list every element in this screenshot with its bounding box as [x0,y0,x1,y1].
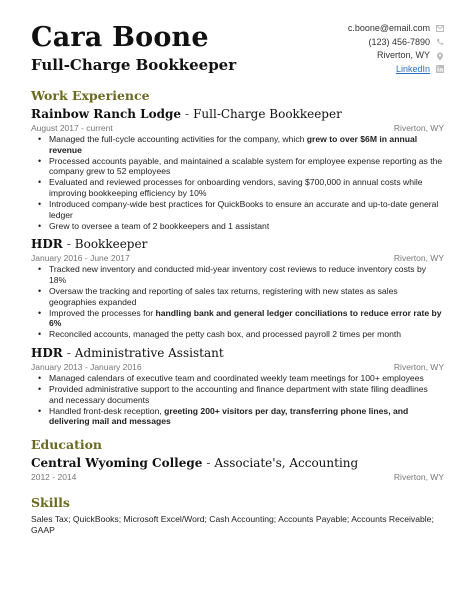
bullet-item: • Improved the processes for handling bank and general ledger conciliations to reduce error rate by 6% [49,308,444,329]
entry-location: Riverton, WY [393,362,444,372]
entry-dates: January 2016 - June 2017 [31,253,130,264]
bullet-item: • Evaluated and reviewed processes for onboarding vendors, saving $700,000 in annual costs while improving bookkeeping efficiency by 10% [49,177,444,198]
bullet-list [31,134,444,231]
entry-dates: August 2017 - current [31,123,113,133]
email-text: c.boone@email.com [347,23,430,33]
bullet-item: • Provided administrative support to the accounting and finance department with state filing deadlines and necessary documents [49,384,444,405]
candidate-name: Cara Boone [31,22,209,53]
entry-meta [31,361,444,373]
entry-heading: HDR - Administrative Assistant [31,346,224,360]
bullet-item: • Oversaw the tracking and reporting of sales tax returns, registering with new states as sales geographies expanded [49,286,444,307]
entry-role: Bookkeeper [74,237,148,252]
entry-meta [31,122,444,134]
experience-entry [31,107,444,231]
contact-email [348,22,444,36]
phone-text: (123) 456-7890 [368,36,430,47]
entry-location: Riverton, WY [393,471,444,482]
envelope-icon [436,25,444,33]
contact-linkedin [348,63,444,77]
skills-list: Sales Tax; QuickBooks; Microsoft Excel/Word; Cash Accounting; Accounts Payable; Accounts Receivable; GAAP [31,513,434,535]
entry-org: Rainbow Ranch Lodge [31,107,182,121]
bullet-item: • Managed calendars of executive team and coordinated weekly team meetings for 100+ employees [49,373,444,384]
map-pin-icon [436,52,444,60]
bullet-item: • Tracked new inventory and conducted mid-year inventory cost reviews to reduce inventory costs by 18% [49,264,444,285]
location-text: Riverton, WY [376,50,430,60]
entry-location: Riverton, WY [393,123,444,133]
entry-location: Riverton, WY [393,253,444,264]
section-title-skills: Skills [31,494,70,510]
section-title-education: Education [31,436,103,452]
bullet-item: • Introduced company-wide best practices for QuickBooks to ensure an accurate and up-to-date general ledger [49,199,444,220]
bullet-list [31,373,444,427]
entry-heading: Rainbow Ranch Lodge - Full-Charge Bookkeeper [31,107,342,121]
bullet-item: • Processed accounts payable, and maintained a scalable system for employee expense reporting as the company grew to 52 employees [49,156,444,177]
contact-block [348,22,444,76]
entry-dates: January 2013 - January 2016 [31,362,142,372]
bullet-item: • Grew to oversee a team of 2 bookkeepers and 1 assistant [49,221,444,232]
education-entry [31,456,444,483]
section-title-experience: Work Experience [31,88,150,103]
entry-org: Central Wyoming College [31,455,203,470]
entry-org: HDR [31,237,63,252]
entry-org: HDR [31,346,63,360]
resume-header [31,22,444,88]
phone-icon [436,38,444,46]
bullet-item: • Reconciled accounts, managed the petty cash box, and processed payroll 2 times per month [49,329,444,340]
bullet-item: • Handled front-desk reception, greeting 200+ visitors per day, transferring phone lines, and delivering mail and messages [49,406,444,427]
entry-degree: Associate's, Accounting [214,455,359,470]
experience-entry [31,346,444,427]
entry-heading: HDR - Bookkeeper [31,237,148,252]
contact-location [348,49,444,63]
contact-phone [348,36,444,50]
candidate-title: Full-Charge Bookkeeper [31,56,237,74]
experience-entry [31,237,444,340]
entry-role: Administrative Assistant [74,346,224,360]
entry-dates: 2012 - 2014 [31,471,77,482]
linkedin-link[interactable]: LinkedIn [395,63,430,74]
entry-meta [31,252,444,264]
entry-meta [31,471,444,483]
entry-role: Full-Charge Bookkeeper [193,107,342,121]
bullet-list [31,264,444,340]
bullet-item: • Managed the full-cycle accounting activities for the company, which grew to over $6M in annual revenue [49,134,444,155]
entry-heading: Central Wyoming College - Associate's, Accounting [31,455,359,470]
linkedin-icon [436,65,444,73]
